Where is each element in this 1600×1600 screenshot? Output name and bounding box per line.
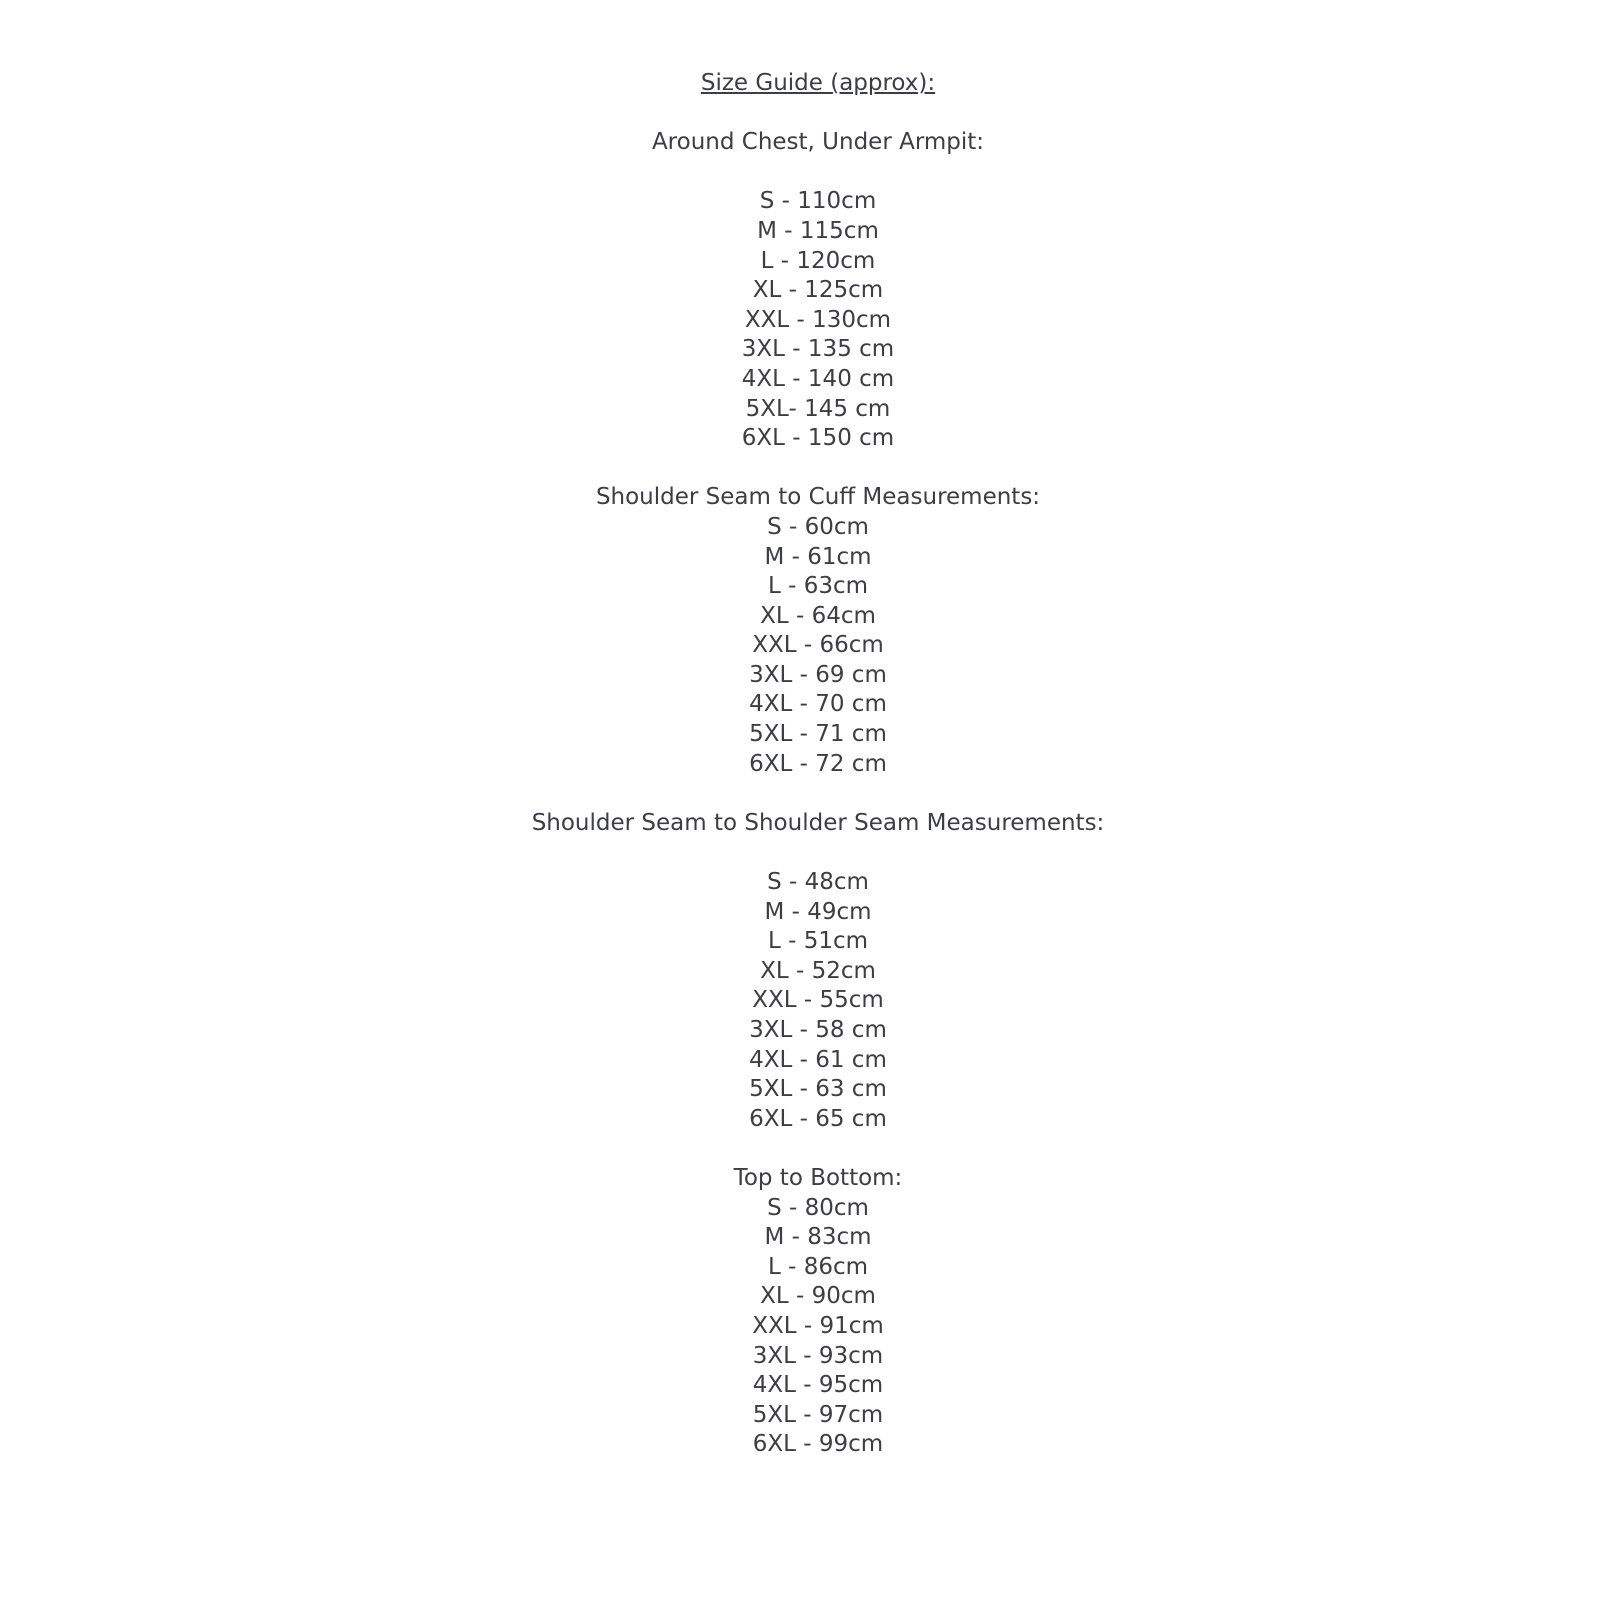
size-entry: L - 86cm: [767, 1253, 869, 1280]
section-heading-seam-to-seam: Shoulder Seam to Shoulder Seam Measurements:: [531, 809, 1105, 836]
size-entry: S - 48cm: [767, 869, 869, 896]
size-entry: 6XL - 65 cm: [749, 1105, 887, 1132]
spacer: [36, 454, 1600, 484]
size-entry: L - 63cm: [767, 573, 869, 600]
page-title: [36, 69, 1600, 99]
size-entry: 3XL - 93cm: [752, 1342, 884, 1369]
size-entry: M - 115cm: [757, 217, 879, 244]
size-entry: M - 49cm: [764, 898, 872, 925]
size-entry: 4XL - 61 cm: [749, 1046, 887, 1073]
size-entry: 5XL - 97cm: [752, 1401, 884, 1428]
size-entry: XL - 64cm: [760, 602, 876, 629]
size-entry: M - 61cm: [764, 543, 872, 570]
section-heading-seam-to-cuff: Shoulder Seam to Cuff Measurements:: [595, 484, 1041, 511]
size-entry: S - 110cm: [759, 188, 877, 215]
size-entry: 6XL - 72 cm: [749, 750, 887, 777]
spacer: [36, 838, 1600, 868]
size-entry: 5XL - 71 cm: [749, 721, 887, 748]
size-entry: L - 120cm: [760, 247, 876, 274]
size-entry: 5XL - 63 cm: [749, 1076, 887, 1103]
size-entry: XL - 90cm: [760, 1283, 876, 1310]
size-entry: L - 51cm: [767, 928, 869, 955]
size-entry: 3XL - 135 cm: [741, 336, 895, 363]
size-entry: 6XL - 99cm: [752, 1431, 884, 1458]
size-entry: 4XL - 95cm: [752, 1372, 884, 1399]
size-entry: S - 80cm: [767, 1194, 869, 1221]
size-entry: 5XL- 145 cm: [745, 395, 891, 422]
spacer: [36, 99, 1600, 129]
section-heading-around-chest: Around Chest, Under Armpit:: [651, 129, 985, 156]
spacer: [36, 779, 1600, 809]
size-entry: 4XL - 70 cm: [749, 691, 887, 718]
size-entry: XXL - 66cm: [752, 632, 884, 659]
size-entry: 3XL - 58 cm: [749, 1017, 887, 1043]
size-entry: 3XL - 69 cm: [749, 661, 887, 688]
section-heading-top-to-bottom: Top to Bottom:: [733, 1164, 903, 1191]
size-entry: 4XL - 140 cm: [741, 365, 895, 392]
size-entry: XL - 125cm: [752, 277, 884, 304]
size-entry: S - 60cm: [767, 513, 869, 540]
spacer: [36, 1134, 1600, 1164]
size-entry: M - 83cm: [764, 1224, 872, 1251]
size-entry: 6XL - 150 cm: [741, 425, 895, 452]
size-entry: XXL - 55cm: [752, 987, 884, 1014]
spacer: [36, 158, 1600, 188]
size-entry: XXL - 130cm: [744, 306, 892, 333]
size-entry: XXL - 91cm: [752, 1312, 884, 1339]
page-title-text: Size Guide (approx):: [700, 70, 936, 96]
size-entry: XL - 52cm: [760, 957, 876, 984]
